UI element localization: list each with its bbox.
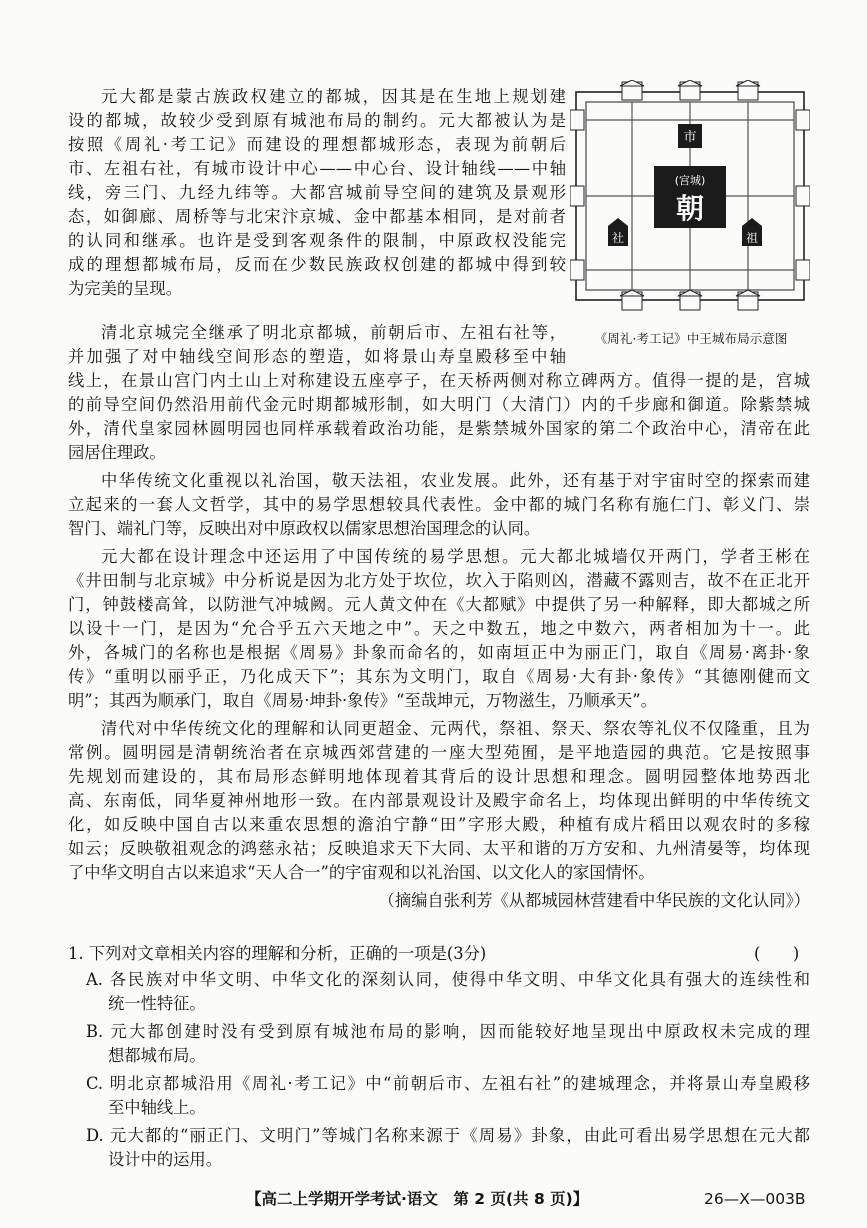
text-line: 清代对中华传统文化的理解和认同更超金、元两代，祭祖、祭天、祭农等礼仪不仅隆重，且为 xyxy=(101,719,810,738)
text-line: 并加强了对中轴线空间形态的塑造，如将景山寿皇殿移至中轴 xyxy=(68,347,566,366)
gate-tower-icon xyxy=(678,80,702,100)
text-line: 为完美的呈现。 xyxy=(68,279,182,298)
gate-tower-icon xyxy=(736,80,760,100)
source-citation: （摘编自张利芳《从都城园林营建看中华民族的文化认同》） xyxy=(378,891,810,910)
gate-tower-icon xyxy=(620,80,644,100)
option-text: 设计中的运用。 xyxy=(108,1150,222,1169)
text-line: 的前导空间仍然沿用前代金元时期都城形制，如大明门（大清门）内的千步廊和御道。除紫禁城 xyxy=(68,395,810,414)
footer-title: 【高二上学期开学考试·语文 第 2 页(共 8 页)】 xyxy=(246,1190,589,1208)
option-text: 想都城布局。 xyxy=(108,1046,206,1065)
gate-tower-icon xyxy=(570,260,584,280)
gate-tower-icon xyxy=(796,260,810,280)
text-line: 市、左祖右社，有城市设计中心——中心台、设计轴线——中轴 xyxy=(68,159,566,178)
gate-tower-icon xyxy=(570,186,584,206)
text-line: 线，旁三门、九经九纬等。大都宫城前导空间的建筑及景观形 xyxy=(68,183,566,202)
market-label: 市 xyxy=(683,130,697,145)
option-text: C. 明北京都城沿用《周礼·考工记》中“前朝后市、左祖右社”的建城理念，并将景山寿皇殿移 xyxy=(86,1074,810,1093)
text-line: 以设十一门，是因为“允合乎五六天地之中”。天之中数五，地之中数六，两者相加为十一。此 xyxy=(68,619,810,638)
text-line: 态，如御廊、周桥等与北宋汴京城、金中都基本相同，是对前者 xyxy=(68,207,566,226)
text-line: 按照《周礼·考工记》而建设的理想都城形态，表现为前朝后 xyxy=(68,135,566,154)
gate-tower-icon xyxy=(736,290,760,310)
text-line: 元大都是蒙古族政权建立的都城，因其是在生地上规划建 xyxy=(101,87,566,106)
text-line: 中华传统文化重视以礼治国，敬天法祖，农业发展。此外，还有基于对宇宙时空的探索而建 xyxy=(101,471,810,490)
text-line: 智门、端礼门等，反映出对中原政权以儒家思想治国理念的认同。 xyxy=(68,519,541,538)
option-text: 至中轴线上。 xyxy=(108,1098,206,1117)
she-label: 社 xyxy=(611,231,625,245)
text-line: 元大都在设计理念中还运用了中国传统的易学思想。元大都北城墙仅开两门，学者王彬在 xyxy=(101,547,810,566)
text-line: 外，清代皇家园林圆明园也同样承载着政治功能，是紫禁城外国家的第二个政治中心，清帝在此 xyxy=(68,419,810,438)
option-text: A. 各民族对中华文明、中华文化的深刻认同，使得中华文明、中华文化具有强大的连续性和 xyxy=(86,970,810,989)
text-line: 成的理想都城布局，反而在少数民族政权创建的都城中得到较 xyxy=(68,255,566,274)
text-line: 清北京城完全继承了明北京都城，前朝后市、左祖右社等， xyxy=(101,323,566,342)
option-text: B. 元大都创建时没有受到原有城池布局的影响，因而能较好地呈现出中原政权未完成的理 xyxy=(86,1022,810,1041)
text-line: 的认同和继承。也许是受到客观条件的限制，中原政权没能完 xyxy=(68,231,566,250)
gate-tower-icon xyxy=(678,290,702,310)
text-line: 先规划而建设的，其布局形态鲜明地体现着其背后的设计思想和理念。圆明园整体地势西北 xyxy=(68,767,810,786)
text-line: 如云；反映敬祖观念的鸿慈永祜；反映追求天下大同、太平和谐的万方安和、九州清晏等，均体现 xyxy=(68,839,810,858)
gate-tower-icon xyxy=(620,290,644,310)
gate-tower-icon xyxy=(570,110,584,130)
gate-tower-icon xyxy=(796,110,810,130)
text-line: 园居住理政。 xyxy=(68,443,166,462)
city-layout-diagram xyxy=(570,80,810,312)
text-line: 设的都城，故较少受到原有城池布局的制约。元大都被认为是 xyxy=(68,111,566,130)
text-line: 传》“重明以丽乎正，乃化成天下”；其东为文明门，取自《周易·大有卦·象传》“其德刚健而文 xyxy=(68,667,810,686)
zu-label: 祖 xyxy=(745,231,759,245)
gate-tower-icon xyxy=(796,186,810,206)
text-line: 化，如反映中国自古以来重农思想的澹泊宁静“田”字形大殿，种植有成片稻田以观农时的多稼 xyxy=(68,815,810,834)
question-stem: 1. 下列对文章相关内容的理解和分析，正确的一项是(3分) xyxy=(68,944,487,963)
text-line: 门，钟鼓楼高耸，以防泄气冲城阙。元人黄文仲在《大都赋》中提供了另一种解释，即大都城之所 xyxy=(68,595,810,614)
city-layout-svg xyxy=(570,80,810,312)
text-line: 高、东南低，同华夏神州地形一致。在内部景观设计及殿宇命名上，均体现出鲜明的中华传统文 xyxy=(68,791,810,810)
palace-label: (宫城) xyxy=(674,174,706,187)
option-text: D. 元大都的“丽正门、文明门”等城门名称来源于《周易》卦象，由此可看出易学思想在元大都 xyxy=(86,1126,810,1145)
figure-caption: 《周礼·考工记》中王城布局示意图 xyxy=(594,331,788,346)
option-text: 统一性特征。 xyxy=(108,994,206,1013)
text-line: 明”；其西为顺承门，取自《周易·坤卦·象传》“至哉坤元，万物滋生，乃顺承天”。 xyxy=(68,691,657,710)
answer-blank[interactable]: ( ) xyxy=(754,944,800,963)
footer-code: 26—X—003B xyxy=(704,1190,806,1208)
text-line: 外，各城门的名称也是根据《周易》卦象而命名的，如南垣正中为丽正门，取自《周易·离卦·象 xyxy=(68,643,810,662)
text-line: 了中华文明自古以来追求“天人合一”的宇宙观和以礼治国、以文化人的家国情怀。 xyxy=(68,863,655,882)
text-line: 线上，在景山宫门内土山上对称建设五座亭子，在天桥两侧对称立碑两方。值得一提的是，宫城 xyxy=(68,371,810,390)
text-line: 《井田制与北京城》中分析说是因为北方处于坎位，坎入于陷则凶，潜藏不露则吉，故不在正北开 xyxy=(68,571,810,590)
court-label: 朝 xyxy=(675,192,705,225)
text-line: 常例。圆明园是清朝统治者在京城西郊营建的一座大型苑囿，是平地造园的典范。它是按照事 xyxy=(68,743,810,762)
text-line: 立起来的一套人文哲学，其中的易学思想较具代表性。金中都的城门名称有施仁门、彰义门、崇 xyxy=(68,495,810,514)
